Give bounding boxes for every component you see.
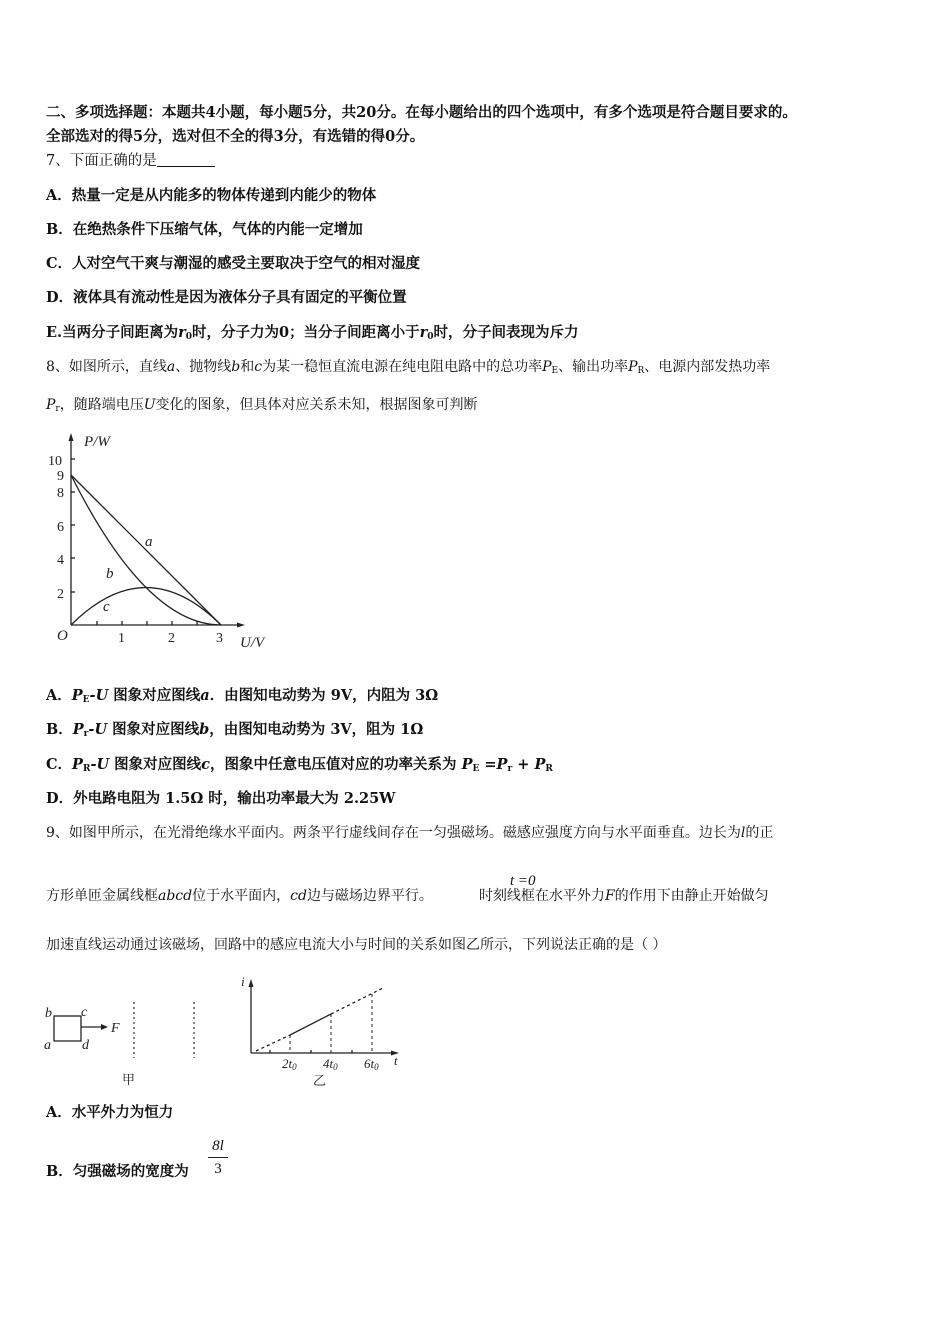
q9-option-b[interactable]: B．匀强磁场的宽度为 (46, 1163, 189, 1180)
svg-text:甲: 甲 (122, 1072, 136, 1087)
var-r0: r (178, 324, 186, 341)
x-axis-label: U/V (240, 635, 265, 651)
label-b: b (106, 566, 114, 582)
svg-text:4t0: 4t0 (323, 1056, 338, 1072)
svg-text:a: a (44, 1038, 51, 1053)
q7-option-c[interactable] (46, 254, 420, 274)
svg-text:9: 9 (57, 469, 64, 484)
var-r0: r (419, 324, 428, 341)
fraction-8l-over-3: $\frac{8l}{3}$ (208, 1138, 228, 1178)
q7-stem-text: 7、下面正确的是 (46, 153, 157, 169)
subscript: 0 (427, 332, 434, 342)
q8-power-voltage-chart (40, 425, 290, 665)
label-c: c (103, 599, 110, 615)
q9-t-equals-zero: t =0 (510, 873, 536, 889)
svg-text:d: d (82, 1038, 89, 1053)
q7-stem (46, 151, 215, 171)
section-heading-line2: 全部选对的得5分，选对但不全的得3分，有选错的得0分。 (46, 128, 425, 145)
label-a: a (145, 534, 153, 550)
q8-stem-line2: $P_r$，随路端电压U变化的图象，但具体对应关系未知，根据图象可判断 (46, 397, 478, 414)
q7-option-a[interactable] (46, 186, 376, 206)
svg-text:i: i (241, 974, 245, 989)
q9-option-a[interactable]: A．水平外力为恒力 (46, 1104, 174, 1121)
option-label: E. (46, 324, 63, 341)
option-text: 热量一定是从内能多的物体传递到内能少的物体 (71, 187, 377, 204)
option-label: C． (46, 255, 73, 272)
q7-option-b[interactable] (46, 220, 363, 240)
svg-text:乙: 乙 (313, 1073, 327, 1088)
option-text: 当两分子间距离为 (62, 324, 179, 341)
q9-stem-line1: 9、如图甲所示，在光滑绝缘水平面内。两条平行虚线间存在一匀强磁场。磁感应强度方向与水平面垂直。边长为l的正 (46, 825, 774, 841)
y-axis-label: P/W (84, 434, 110, 450)
q9-figure-jia (40, 965, 240, 1090)
svg-text:6t0: 6t0 (364, 1056, 379, 1072)
option-label: A． (46, 187, 72, 204)
svg-text:10: 10 (48, 454, 62, 469)
section-heading-line1: 二、多项选择题：本题共4小题，每小题5分，共20分。在每小题给出的四个选项中，有多个选项是符合题目要求的。 (46, 104, 797, 121)
svg-text:8: 8 (57, 486, 64, 501)
svg-text:4: 4 (57, 553, 64, 568)
curve-c (71, 588, 221, 626)
q8-option-c[interactable]: C．$P_R-U$ 图象对应图线c，图象中任意电压值对应的功率关系为 $P_E =P_r + P_R$ (46, 756, 553, 774)
option-text: 时，分子力为0；当分子间距离小于 (192, 324, 420, 341)
svg-text:6: 6 (57, 520, 64, 535)
q8-stem-line1: 8、如图所示，直线a、抛物线b和c为某一稳恒直流电源在纯电阻电路中的总功率$P_E$、输出功率$P_R$、电源内部发热功率 (46, 359, 771, 376)
line-a (71, 475, 221, 625)
svg-text:2t0: 2t0 (282, 1056, 297, 1072)
svg-text:1: 1 (118, 631, 125, 646)
svg-text:2: 2 (57, 587, 64, 602)
var-c: c (254, 359, 263, 375)
q8-option-d[interactable]: D．外电路电阻为 1.5Ω 时，输出功率最大为 2.25W (46, 790, 396, 807)
option-label: D． (46, 289, 74, 306)
current-line-solid (290, 1014, 331, 1035)
option-text: 时，分子间表现为斥力 (433, 324, 579, 341)
q9-stem-line2: 方形单匝金属线框abcd位于水平面内，cd边与磁场边界平行。 时刻线框在水平外力F的作用下由静止开始做匀 (46, 888, 769, 904)
answer-blank[interactable] (157, 152, 215, 167)
svg-text:3: 3 (216, 631, 223, 646)
q7-option-e[interactable] (46, 323, 579, 347)
svg-text:O: O (57, 628, 68, 644)
q9-figure-yi-chart (230, 965, 410, 1090)
square-frame (54, 1016, 81, 1041)
option-label: B． (46, 221, 73, 238)
option-text: 在绝热条件下压缩气体，气体的内能一定增加 (72, 221, 363, 238)
var-b: b (231, 359, 241, 375)
option-text: 人对空气干爽与潮湿的感受主要取决于空气的相对湿度 (72, 255, 421, 272)
svg-text:c: c (81, 1005, 88, 1020)
subscript: 0 (185, 332, 193, 342)
q7-option-d[interactable] (46, 288, 407, 308)
q8-option-b[interactable]: B．$P_r-U$ 图象对应图线b，由图知电动势为 3V，阻为 1Ω (46, 721, 424, 739)
svg-text:b: b (45, 1006, 52, 1021)
var-a: a (166, 359, 176, 375)
q8-option-a[interactable]: A．$P_E-U$ 图象对应图线a．由图知电动势为 9V，内阻为 3Ω (46, 687, 439, 705)
q9-stem-line3: 加速直线运动通过该磁场，回路中的感应电流大小与时间的关系如图乙所示，下列说法正确的是（ ） (46, 937, 667, 953)
svg-text:F: F (111, 1021, 120, 1036)
option-text: 液体具有流动性是因为液体分子具有固定的平衡位置 (73, 289, 407, 306)
svg-text:2: 2 (168, 631, 175, 646)
svg-text:t: t (394, 1053, 398, 1068)
